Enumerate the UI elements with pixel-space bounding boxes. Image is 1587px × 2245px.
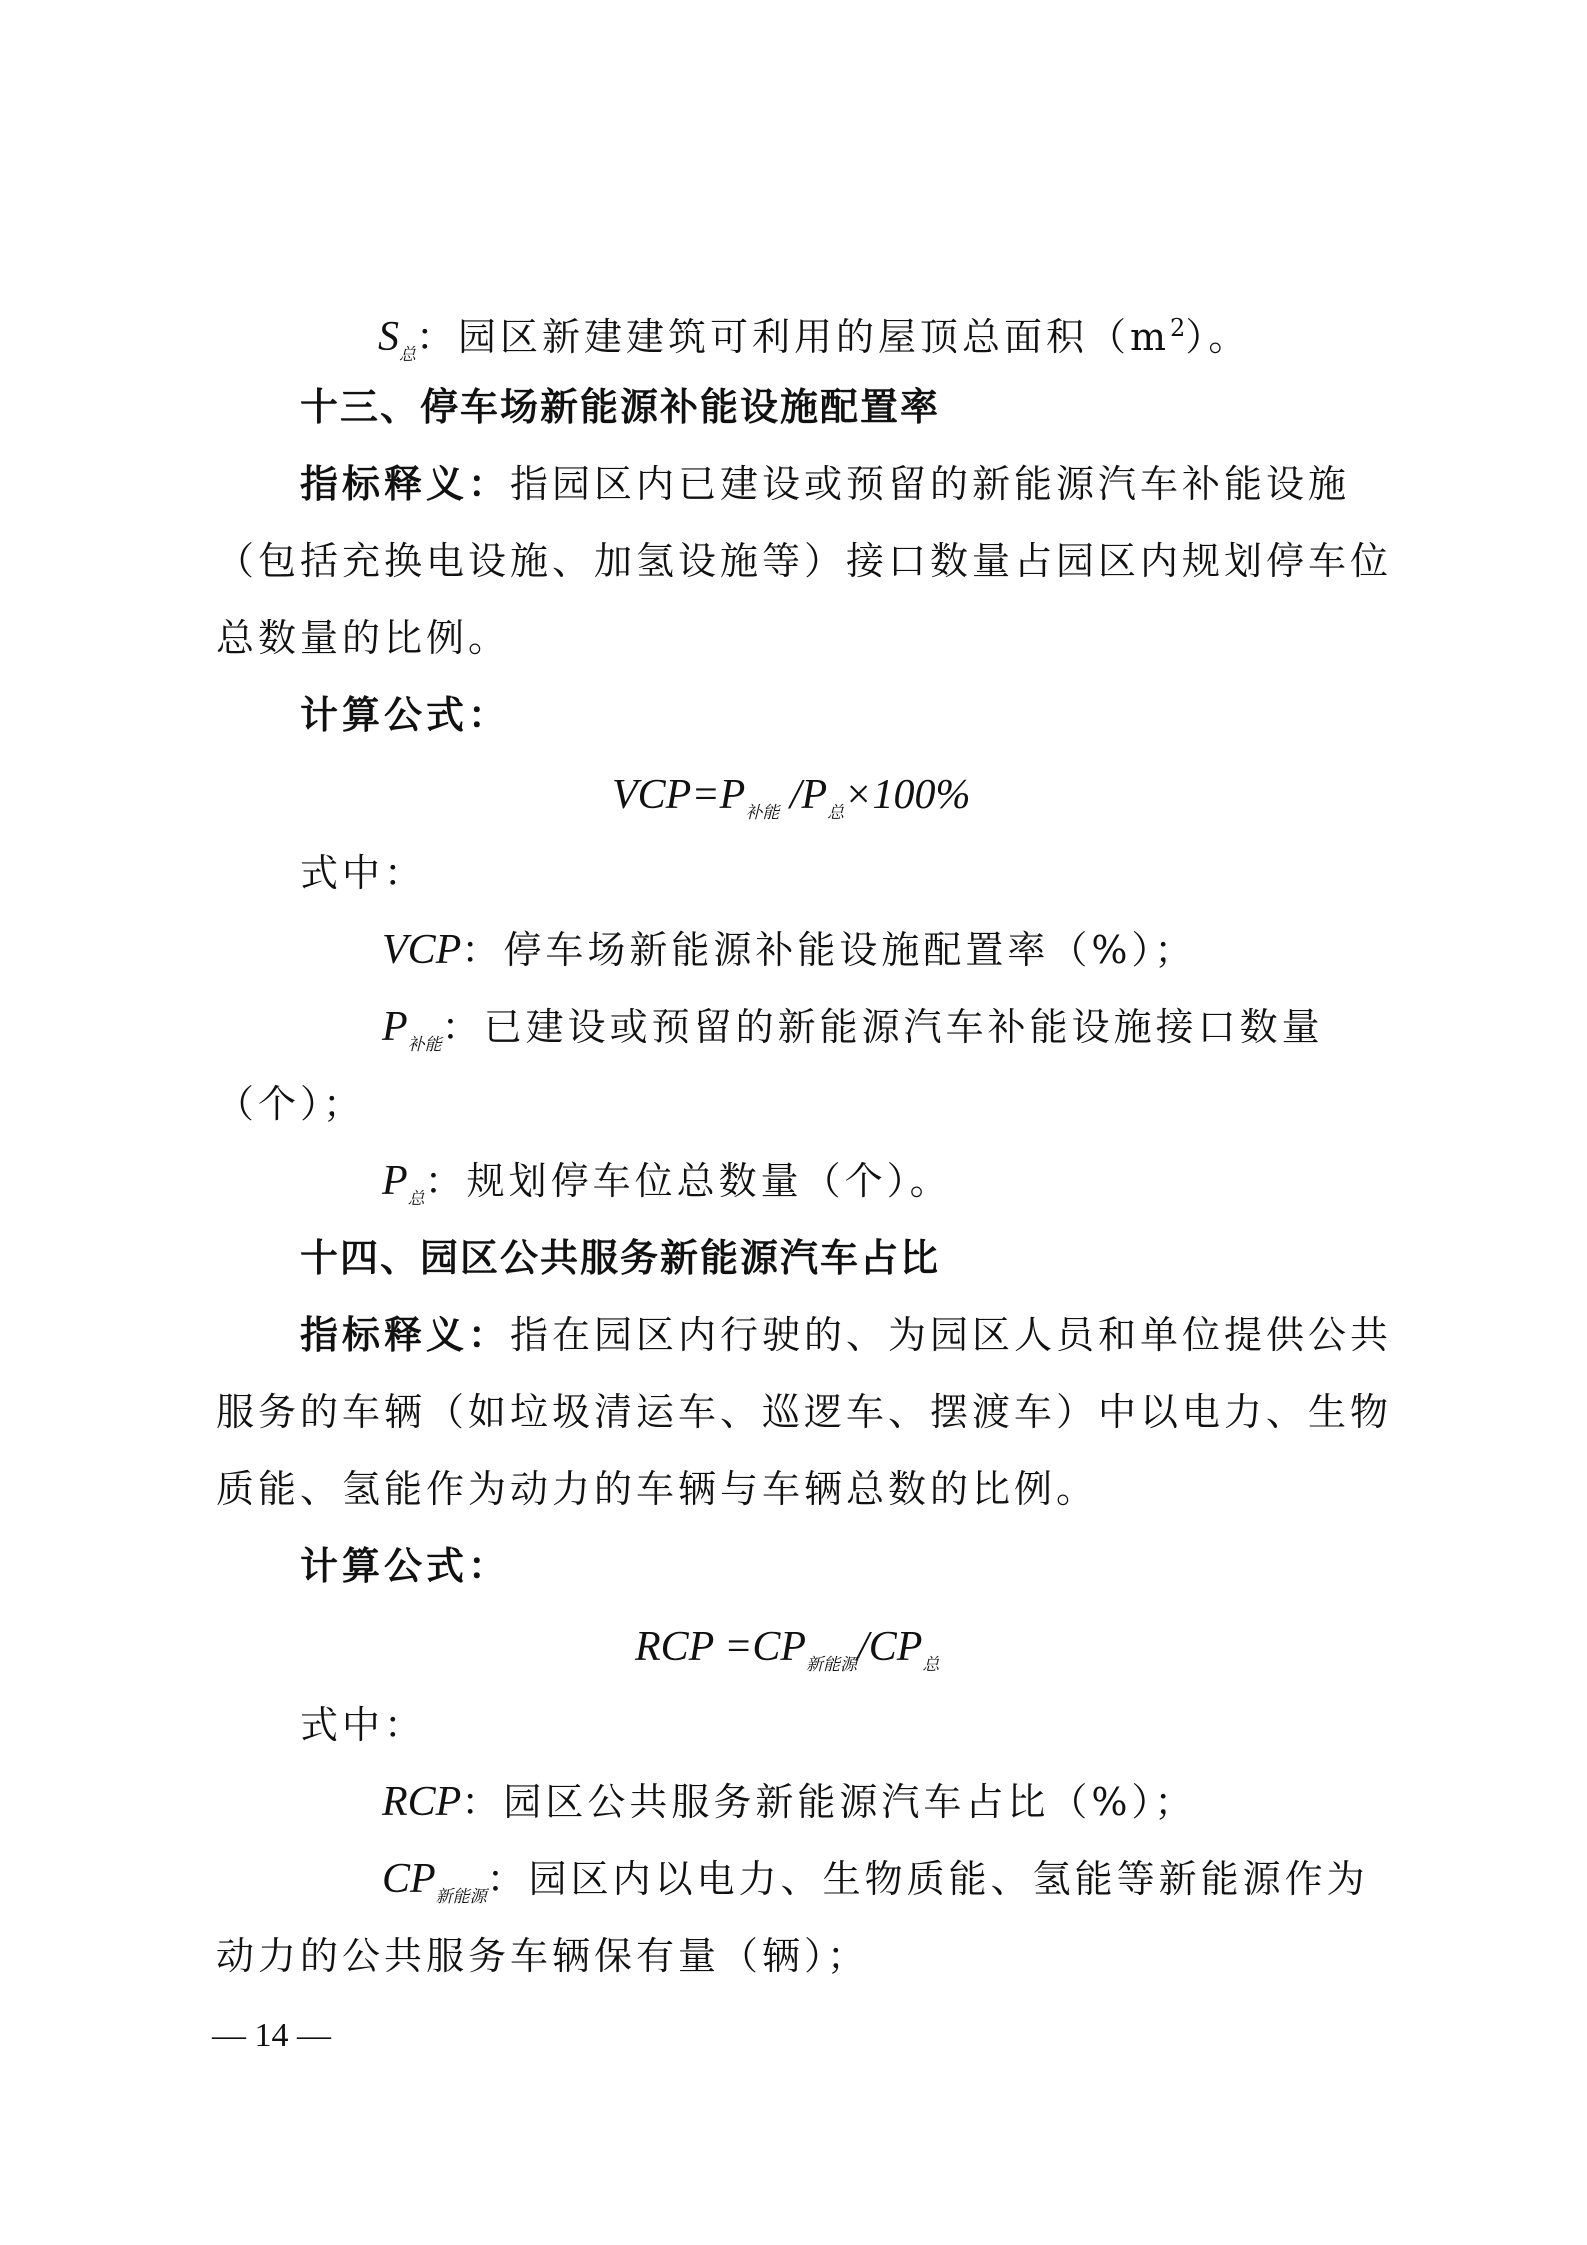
variable-subscript: 新能源 <box>435 1887 487 1907</box>
page-number: — 14 — <box>212 2017 331 2054</box>
section-13-heading: 十三、停车场新能源补能设施配置率 <box>300 385 941 429</box>
section-13-var-p-supply <box>382 1002 1324 1070</box>
variable-description: ：已建设或预留的新能源汽车补能设施接口数量 <box>441 1005 1324 1049</box>
section-14-definition-line-1 <box>300 1310 1392 1360</box>
section-14-var-cp-new-energy-cont: 动力的公共服务车辆保有量（辆）； <box>216 1934 870 1978</box>
variable-subscript: 补能 <box>407 1035 442 1055</box>
formula-subscript: 补能 <box>745 803 780 822</box>
definition-label: 指标释义： <box>300 1313 511 1357</box>
definition-label: 指标释义： <box>300 462 511 506</box>
variable-subscript: 总 <box>399 345 416 365</box>
formula-part: RCP =CP <box>635 1624 807 1670</box>
section-14-definition-line-2: 服务的车辆（如垃圾清运车、巡逻车、摆渡车）中以电力、生物 <box>216 1390 1393 1434</box>
variable-description: ：园区内以电力、生物质能、氢能等新能源作为 <box>486 1857 1369 1901</box>
formula-subscript: 总 <box>827 803 845 822</box>
section-13-definition-line-3: 总数量的比例。 <box>216 616 511 660</box>
section-13-where-label: 式中： <box>300 851 427 895</box>
formula-part: VCP=P <box>612 772 746 818</box>
section-14-formula <box>635 1622 939 1690</box>
formula-subscript: 总 <box>922 1655 940 1674</box>
section-14-var-cp-new-energy <box>382 1854 1369 1922</box>
section-14-where-label: 式中： <box>300 1703 427 1747</box>
s-total-definition <box>378 303 1250 380</box>
section-13-var-p-total <box>382 1156 952 1224</box>
formula-part: /CP <box>857 1624 923 1670</box>
section-14-var-rcp <box>382 1777 1196 1827</box>
variable-symbol: CP <box>382 1856 436 1902</box>
section-13-formula <box>612 770 970 838</box>
variable-symbol: RCP <box>382 1779 462 1825</box>
variable-symbol: P <box>382 1004 408 1050</box>
section-13-var-p-supply-cont: （个）； <box>216 1082 366 1126</box>
formula-part: ×100% <box>844 772 971 818</box>
section-13-var-vcp <box>382 925 1196 975</box>
variable-symbol: VCP <box>382 927 462 973</box>
section-14-definition-line-3: 质能、氢能作为动力的车辆与车辆总数的比例。 <box>216 1467 1099 1511</box>
variable-subscript: 总 <box>407 1189 425 1209</box>
formula-part: /P <box>779 772 828 818</box>
variable-symbol: S <box>378 314 399 360</box>
variable-description: ：规划停车位总数量（个）。 <box>424 1159 952 1203</box>
definition-text: 指在园区内行驶的、为园区人员和单位提供公共 <box>510 1313 1393 1357</box>
section-13-definition-line-1 <box>300 459 1350 509</box>
definition-text: 指园区内已建设或预留的新能源汽车补能设施 <box>510 462 1351 506</box>
variable-description: ：停车场新能源补能设施配置率（%）； <box>461 928 1197 972</box>
variable-symbol: P <box>382 1158 408 1204</box>
section-13-calc-label: 计算公式： <box>300 693 511 737</box>
definition-text: ：园区新建建筑可利用的屋顶总面积（m <box>416 315 1171 359</box>
section-13-definition-line-2: （包括充换电设施、加氢设施等）接口数量占园区内规划停车位 <box>216 539 1393 583</box>
definition-text-end: ）。 <box>1185 315 1251 359</box>
section-14-heading: 十四、园区公共服务新能源汽车占比 <box>300 1236 941 1280</box>
superscript: 2 <box>1170 314 1186 342</box>
variable-description: ：园区公共服务新能源汽车占比（%）； <box>461 1780 1197 1824</box>
formula-subscript: 新能源 <box>806 1655 858 1674</box>
section-14-calc-label: 计算公式： <box>300 1544 511 1588</box>
